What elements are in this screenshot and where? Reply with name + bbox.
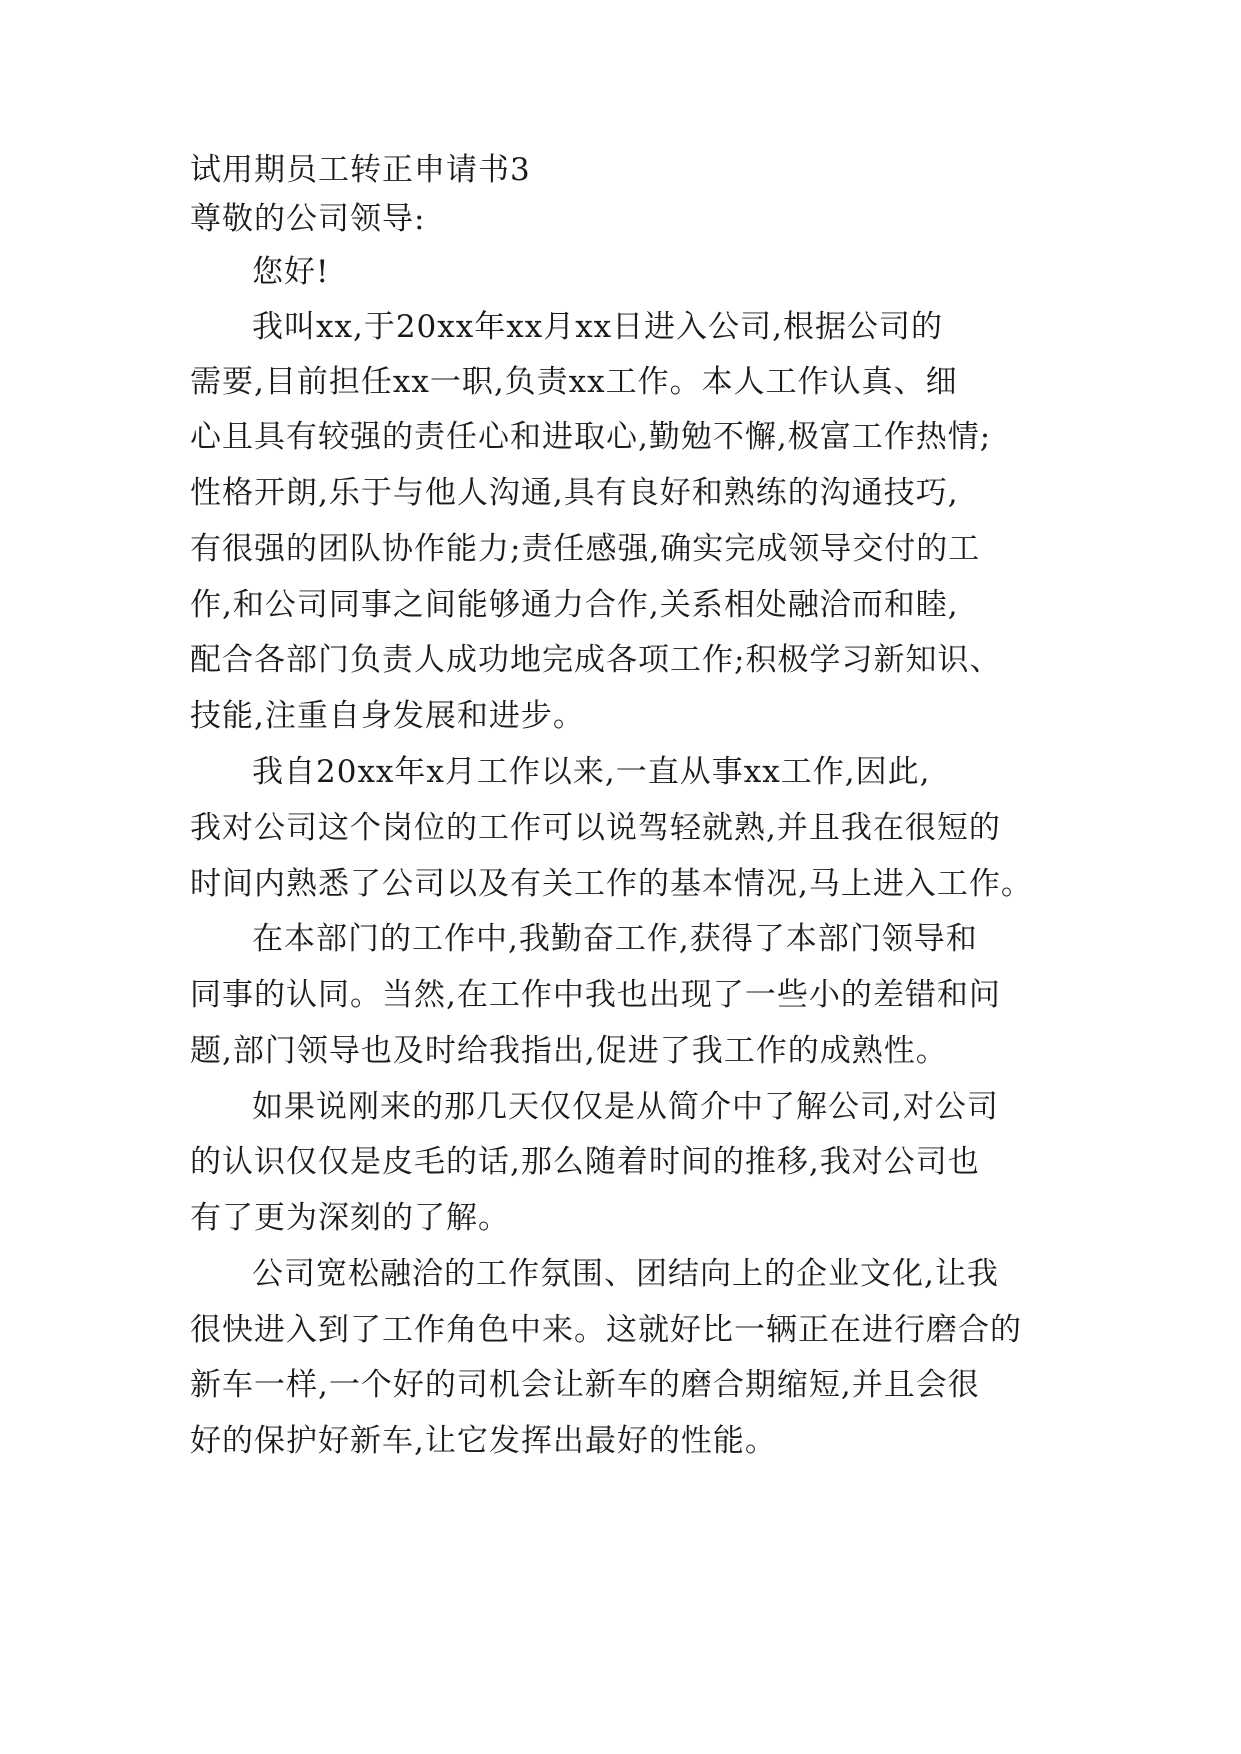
- paragraph-5-line-2: 很快进入到了工作角色中来。这就好比一辆正在进行磨合的: [190, 1312, 1022, 1348]
- paragraph-1-line-2: 需要,目前担任xx一职,负责xx工作。本人工作认真、细: [190, 364, 958, 400]
- paragraph-1-line-7: 配合各部门负责人成功地完成各项工作;积极学习新知识、: [190, 642, 1002, 678]
- paragraph-4-line-1: 如果说刚来的那几天仅仅是从简介中了解公司,对公司: [252, 1089, 999, 1125]
- paragraph-2-line-3: 时间内熟悉了公司以及有关工作的基本情况,马上进入工作。: [190, 866, 1033, 902]
- paragraph-2-line-1: 我自20xx年x月工作以来,一直从事xx工作,因此,: [252, 754, 931, 790]
- paragraph-1-line-6: 作,和公司同事之间能够通力合作,关系相处融洽而和睦,: [190, 587, 959, 623]
- document-title: 试用期员工转正申请书3: [190, 152, 531, 188]
- paragraph-3-line-1: 在本部门的工作中,我勤奋工作,获得了本部门领导和: [252, 921, 978, 957]
- paragraph-3-line-3: 题,部门领导也及时给我指出,促进了我工作的成熟性。: [190, 1033, 948, 1069]
- greeting: 您好!: [252, 254, 330, 290]
- paragraph-4-line-3: 有了更为深刻的了解。: [190, 1200, 510, 1236]
- salutation: 尊敬的公司领导:: [190, 201, 426, 237]
- paragraph-1-line-1: 我叫xx,于20xx年xx月xx日进入公司,根据公司的: [252, 309, 944, 345]
- paragraph-5-line-4: 好的保护好新车,让它发挥出最好的性能。: [190, 1423, 777, 1459]
- paragraph-1-line-4: 性格开朗,乐于与他人沟通,具有良好和熟练的沟通技巧,: [190, 475, 959, 511]
- paragraph-2-line-2: 我对公司这个岗位的工作可以说驾轻就熟,并且我在很短的: [190, 810, 1001, 846]
- paragraph-5-line-3: 新车一样,一个好的司机会让新车的磨合期缩短,并且会很: [190, 1367, 980, 1403]
- paragraph-1-line-3: 心且具有较强的责任心和进取心,勤勉不懈,极富工作热情;: [190, 419, 992, 455]
- paragraph-1-line-8: 技能,注重自身发展和进步。: [190, 698, 585, 734]
- paragraph-3-line-2: 同事的认同。当然,在工作中我也出现了一些小的差错和问: [190, 977, 1001, 1013]
- paragraph-1-line-5: 有很强的团队协作能力;责任感强,确实完成领导交付的工: [190, 531, 981, 567]
- paragraph-5-line-1: 公司宽松融洽的工作氛围、团结向上的企业文化,让我: [252, 1256, 999, 1292]
- paragraph-4-line-2: 的认识仅仅是皮毛的话,那么随着时间的推移,我对公司也: [190, 1144, 980, 1180]
